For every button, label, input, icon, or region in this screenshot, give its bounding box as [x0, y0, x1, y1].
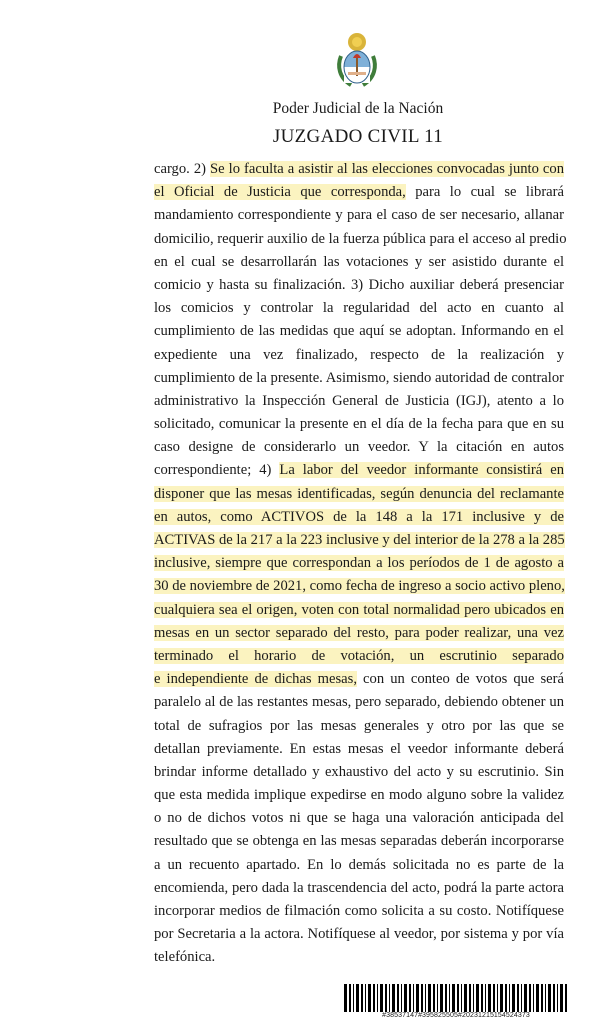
text-line	[154, 483, 564, 506]
text-line	[154, 946, 564, 969]
text-segment: cumplimiento de la presente. Asimismo, siendo autoridad de contralor	[154, 369, 564, 386]
text-segment: por Secretaria a la actora. Notifíquese al veedor, por sistema y por vía	[154, 926, 564, 943]
highlighted-text: 30 de noviembre de 2021, como fecha de ingreso a socio activo pleno,	[154, 578, 565, 595]
highlighted-text: ACTIVAS de la 217 a la 223 inclusive y del interior de la 278 a la 285	[154, 532, 565, 548]
highlighted-text: inclusive, siempre que correspondan a los períodos de 1 de agosto a	[154, 555, 564, 572]
text-segment: incorporar medios de filmación como solicita a su costo. Notifíquese	[154, 903, 564, 919]
text-line	[154, 761, 564, 784]
text-segment: para lo cual se librará	[405, 184, 564, 201]
text-line	[154, 715, 564, 738]
text-line	[154, 552, 564, 575]
text-segment: detallan previamente. En estas mesas el veedor informante deberá	[154, 740, 564, 757]
text-line	[154, 691, 564, 714]
text-segment: mandamiento correspondiente y para el caso de ser necesario, allanar	[154, 207, 564, 224]
text-segment: caso designe de considerarlo un veedor. Y la citación en autos	[154, 439, 564, 456]
text-line	[154, 830, 564, 853]
highlighted-text: e independiente de dichas mesas,	[154, 671, 357, 688]
text-segment: correspondiente; 4)	[154, 462, 280, 479]
text-line	[154, 158, 564, 181]
text-line	[154, 923, 564, 946]
text-line	[154, 390, 564, 413]
text-segment: solicitado, comunicar la presente en el día de la fecha para que en su	[154, 416, 564, 433]
text-segment: brindar informe detallado y exhaustivo del acto y su escrutinio. Sin	[154, 763, 564, 780]
text-segment: resultado que se obtenga en las mesas separadas deberán incorporarse	[154, 833, 564, 850]
text-line	[154, 622, 564, 645]
text-line	[154, 204, 564, 227]
coat-of-arms-icon	[335, 30, 379, 88]
text-line	[154, 807, 564, 830]
highlighted-text: La labor del veedor informante consistirá en	[279, 462, 564, 479]
text-line	[154, 344, 564, 367]
text-line	[154, 599, 564, 622]
text-segment: encomienda, pero dada la trascendencia del acto, podrá la parte actora	[154, 879, 564, 896]
text-line	[154, 784, 564, 807]
text-line	[154, 181, 564, 204]
text-line	[154, 854, 564, 877]
sun-rays	[348, 33, 366, 51]
text-segment: expediente una vez finalizado, respecto de la realización y	[154, 346, 564, 363]
text-segment: cumplimiento de las medidas que aquí se adoptan. Informando en el	[154, 323, 564, 340]
highlighted-text: terminado el horario de votación, un escrutinio separado	[154, 647, 564, 664]
text-line	[154, 575, 564, 598]
text-segment: total de sufragios por las mesas generales y otro por las que se	[154, 717, 564, 734]
clasped-hands	[348, 72, 366, 75]
text-segment: comicio y hasta su finalización. 3) Dicho auxiliar deberá presenciar	[154, 276, 564, 293]
text-segment: paralelo al de las restantes mesas, pero separado, debiendo obtener un	[154, 694, 564, 711]
highlighted-text: cualquiera sea el origen, voten con total normalidad pero ubicados en	[154, 601, 564, 618]
text-segment: domicilio, requerir auxilio de la fuerza pública para el acceso al predio	[154, 230, 567, 247]
organization-name: Poder Judicial de la Nación	[272, 100, 444, 117]
text-line	[154, 436, 564, 459]
text-line	[154, 877, 564, 900]
text-line	[154, 251, 564, 274]
text-line	[154, 738, 564, 761]
text-line	[154, 320, 564, 343]
text-segment: que esta medida implique expedirse en modo alguno sobre la validez	[154, 787, 564, 804]
highlighted-text: Se lo faculta a asistir al las elecciones convocadas junto con	[210, 161, 565, 177]
resolution-body	[154, 158, 567, 970]
text-line	[154, 297, 564, 320]
text-line	[154, 228, 567, 251]
barcode-number: #38537147#395825505#20231215154524373	[382, 1012, 530, 1019]
text-segment: o no de dichos votos ni que se haga una valoración anticipada del	[154, 810, 564, 827]
text-segment: los comicios y controlar la regularidad del acto en cuanto al	[154, 300, 564, 317]
text-line	[154, 506, 564, 529]
highlighted-text: el Oficial de Justicia que corresponda,	[154, 184, 406, 201]
text-segment: en el cual se desarrollarán las votaciones y ser asistido durante el	[154, 253, 564, 270]
highlighted-text: disponer que las mesas identificadas, según denuncia del reclamante	[154, 485, 564, 502]
text-line	[154, 413, 564, 436]
text-line	[154, 668, 564, 691]
text-segment: a un recuento apartado. En lo demás solicitada no es parte de la	[154, 856, 564, 873]
text-segment: con un conteo de votos que será	[356, 671, 564, 688]
text-line	[154, 645, 564, 668]
text-segment: telefónica.	[154, 949, 216, 966]
highlighted-text: en autos, como ACTIVOS de la 148 a la 171 inclusive y de	[154, 508, 564, 525]
barcode-icon	[344, 984, 568, 1012]
text-line	[154, 900, 564, 923]
text-segment: cargo. 2)	[154, 161, 211, 177]
text-line	[154, 529, 564, 552]
text-line	[154, 367, 564, 390]
text-segment: administrativo la Inspección General de Justicia (IGJ), atento a lo	[154, 392, 564, 409]
highlighted-text: mesas en un sector separado del resto, para poder realizar, una vez	[154, 624, 564, 641]
text-line	[154, 274, 564, 297]
court-name: JUZGADO CIVIL 11	[272, 126, 444, 147]
text-line	[154, 459, 564, 482]
